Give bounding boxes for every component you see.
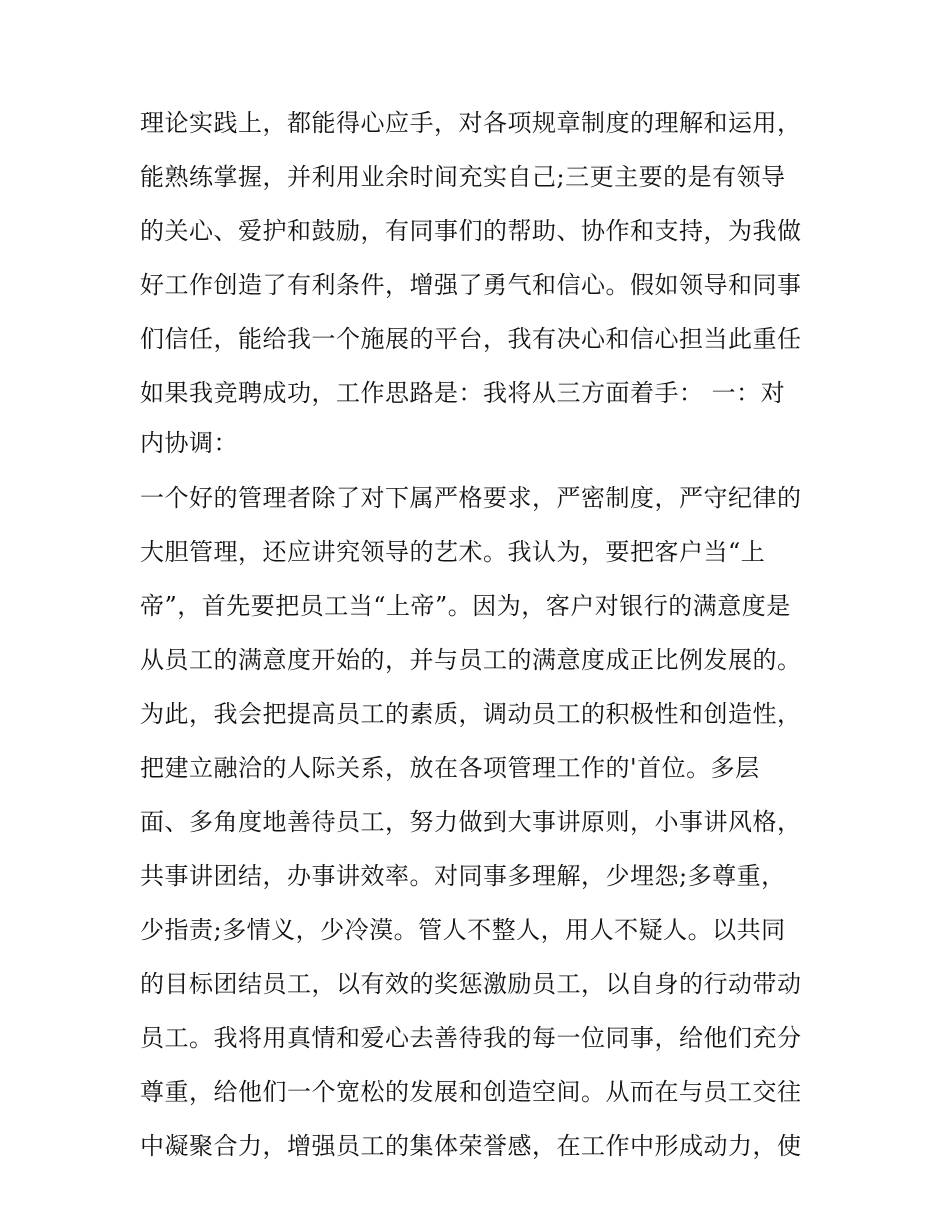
text-line: 员工。我将用真情和爱心去善待我的每一位同事，给他们充分 [140, 1024, 802, 1052]
text-line: 为此，我会把提高员工的素质，调动员工的积极性和创造性， [140, 700, 802, 728]
text-line: 们信任，能给我一个施展的平台，我有决心和信心担当此重任 [140, 325, 802, 353]
text-line: 内协调： [140, 429, 238, 457]
text-line: 的关心、爱护和鼓励，有同事们的帮助、协作和支持，为我做 [140, 217, 802, 245]
text-line: 共事讲团结，办事讲效率。对同事多理解，少埋怨;多尊重， [140, 862, 786, 890]
text-line: 把建立融洽的人际关系，放在各项管理工作的'首位。多层 [140, 754, 760, 782]
text-line: 理论实践上，都能得心应手，对各项规章制度的理解和运用， [140, 109, 802, 137]
text-line: 帝”，首先要把员工当“上帝”。因为，客户对银行的满意度是 [140, 592, 791, 620]
text-line: 从员工的满意度开始的，并与员工的满意度成正比例发展的。 [140, 646, 802, 674]
text-line: 的目标团结员工，以有效的奖惩激励员工，以自身的行动带动 [140, 970, 802, 998]
text-line: 少指责;多情义，少冷漠。管人不整人，用人不疑人。以共同 [140, 916, 786, 944]
text-line: 一个好的管理者除了对下属严格要求，严密制度，严守纪律的 [140, 484, 802, 512]
text-line: 中凝聚合力，增强员工的集体荣誉感，在工作中形成动力，使 [140, 1132, 802, 1160]
text-line: 如果我竞聘成功，工作思路是：我将从三方面着手： 一：对 [140, 379, 786, 407]
text-line: 大胆管理，还应讲究领导的艺术。我认为，要把客户当“上 [140, 538, 766, 566]
text-line: 面、多角度地善待员工，努力做到大事讲原则，小事讲风格， [140, 808, 802, 836]
text-line: 好工作创造了有利条件，增强了勇气和信心。假如领导和同事 [140, 271, 802, 299]
text-line: 能熟练掌握，并利用业余时间充实自己;三更主要的是有领导 [140, 163, 786, 191]
text-line: 尊重，给他们一个宽松的发展和创造空间。从而在与员工交往 [140, 1078, 802, 1106]
